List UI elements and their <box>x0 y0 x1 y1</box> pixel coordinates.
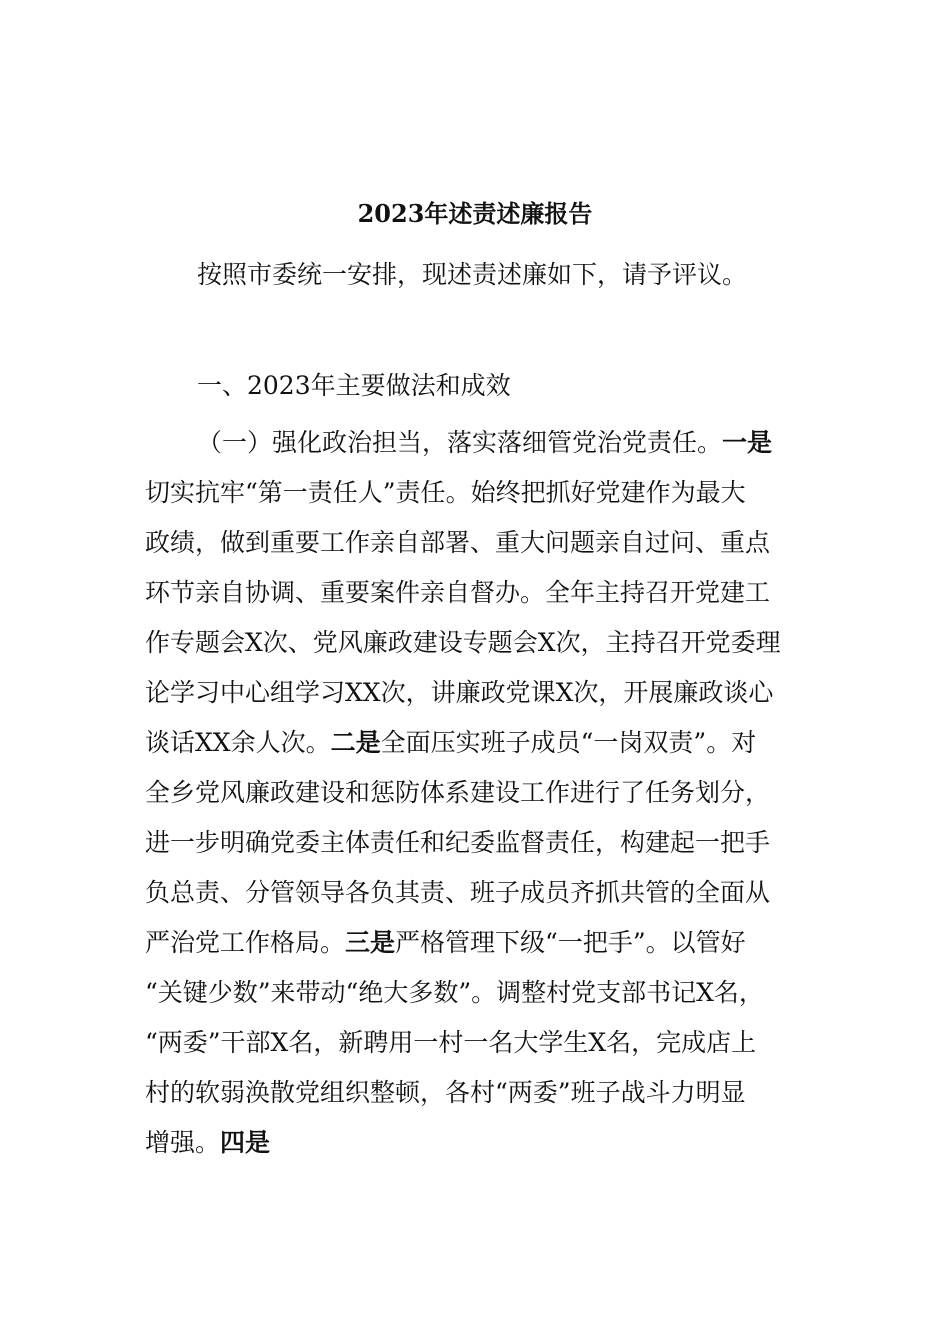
bold-marker: 三是 <box>345 928 396 957</box>
line-text: （一）强化政治担当，落实落细管党治党责任。 <box>197 428 723 457</box>
line-text: 严治党工作格局。 <box>145 928 346 957</box>
section-heading: 一、2023年主要做法和成效 <box>197 371 511 400</box>
paragraph-line: 政绩，做到重要工作亲自部署、重大问题亲自过问、重点 <box>145 528 771 557</box>
paragraph-line: 村的软弱涣散党组织整顿，各村“两委”班子战斗力明显 <box>145 1078 746 1107</box>
intro-paragraph: 按照市委统一安排，现述责述廉如下，请予评议。 <box>197 260 748 289</box>
line-text: 谈话XX余人次。 <box>145 728 331 757</box>
paragraph-line: 论学习中心组学习XX次，讲廉政党课X次，开展廉政谈心 <box>145 678 774 707</box>
line-text: 增强。 <box>145 1128 221 1157</box>
paragraph-line: 环节亲自协调、重要案件亲自督办。全年主持召开党建工 <box>145 578 771 607</box>
body-paragraph <box>145 423 845 1173</box>
paragraph-line: 作专题会X次、党风廉政建设专题会X次，主持召开党委理 <box>145 628 781 657</box>
line-text: 全面压实班子成员“一岗双责”。对 <box>380 728 757 757</box>
document-title: 2023年述责述廉报告 <box>357 199 593 228</box>
paragraph-line: 进一步明确党委主体责任和纪委监督责任，构建起一把手 <box>145 828 771 857</box>
paragraph-line: 切实抗牢“第一责任人”责任。始终把抓好党建作为最大 <box>145 478 746 507</box>
paragraph-line <box>145 923 845 973</box>
paragraph-line <box>145 723 845 773</box>
paragraph-line: “两委”干部X名，新聘用一村一名大学生X名，完成店上 <box>145 1028 757 1057</box>
paragraph-line <box>145 1123 845 1173</box>
paragraph-line: “关键少数”来带动“绝大多数”。调整村党支部书记X名， <box>145 978 764 1007</box>
paragraph-line <box>145 423 845 473</box>
paragraph-line: 全乡党风廉政建设和惩防体系建设工作进行了任务划分， <box>145 778 771 807</box>
bold-marker: 一是 <box>722 428 773 457</box>
bold-marker: 二是 <box>330 728 381 757</box>
line-text: 严格管理下级“一把手”。以管好 <box>395 928 746 957</box>
paragraph-line: 负总责、分管领导各负其责、班子成员齐抓共管的全面从 <box>145 878 771 907</box>
bold-marker: 四是 <box>220 1128 271 1157</box>
